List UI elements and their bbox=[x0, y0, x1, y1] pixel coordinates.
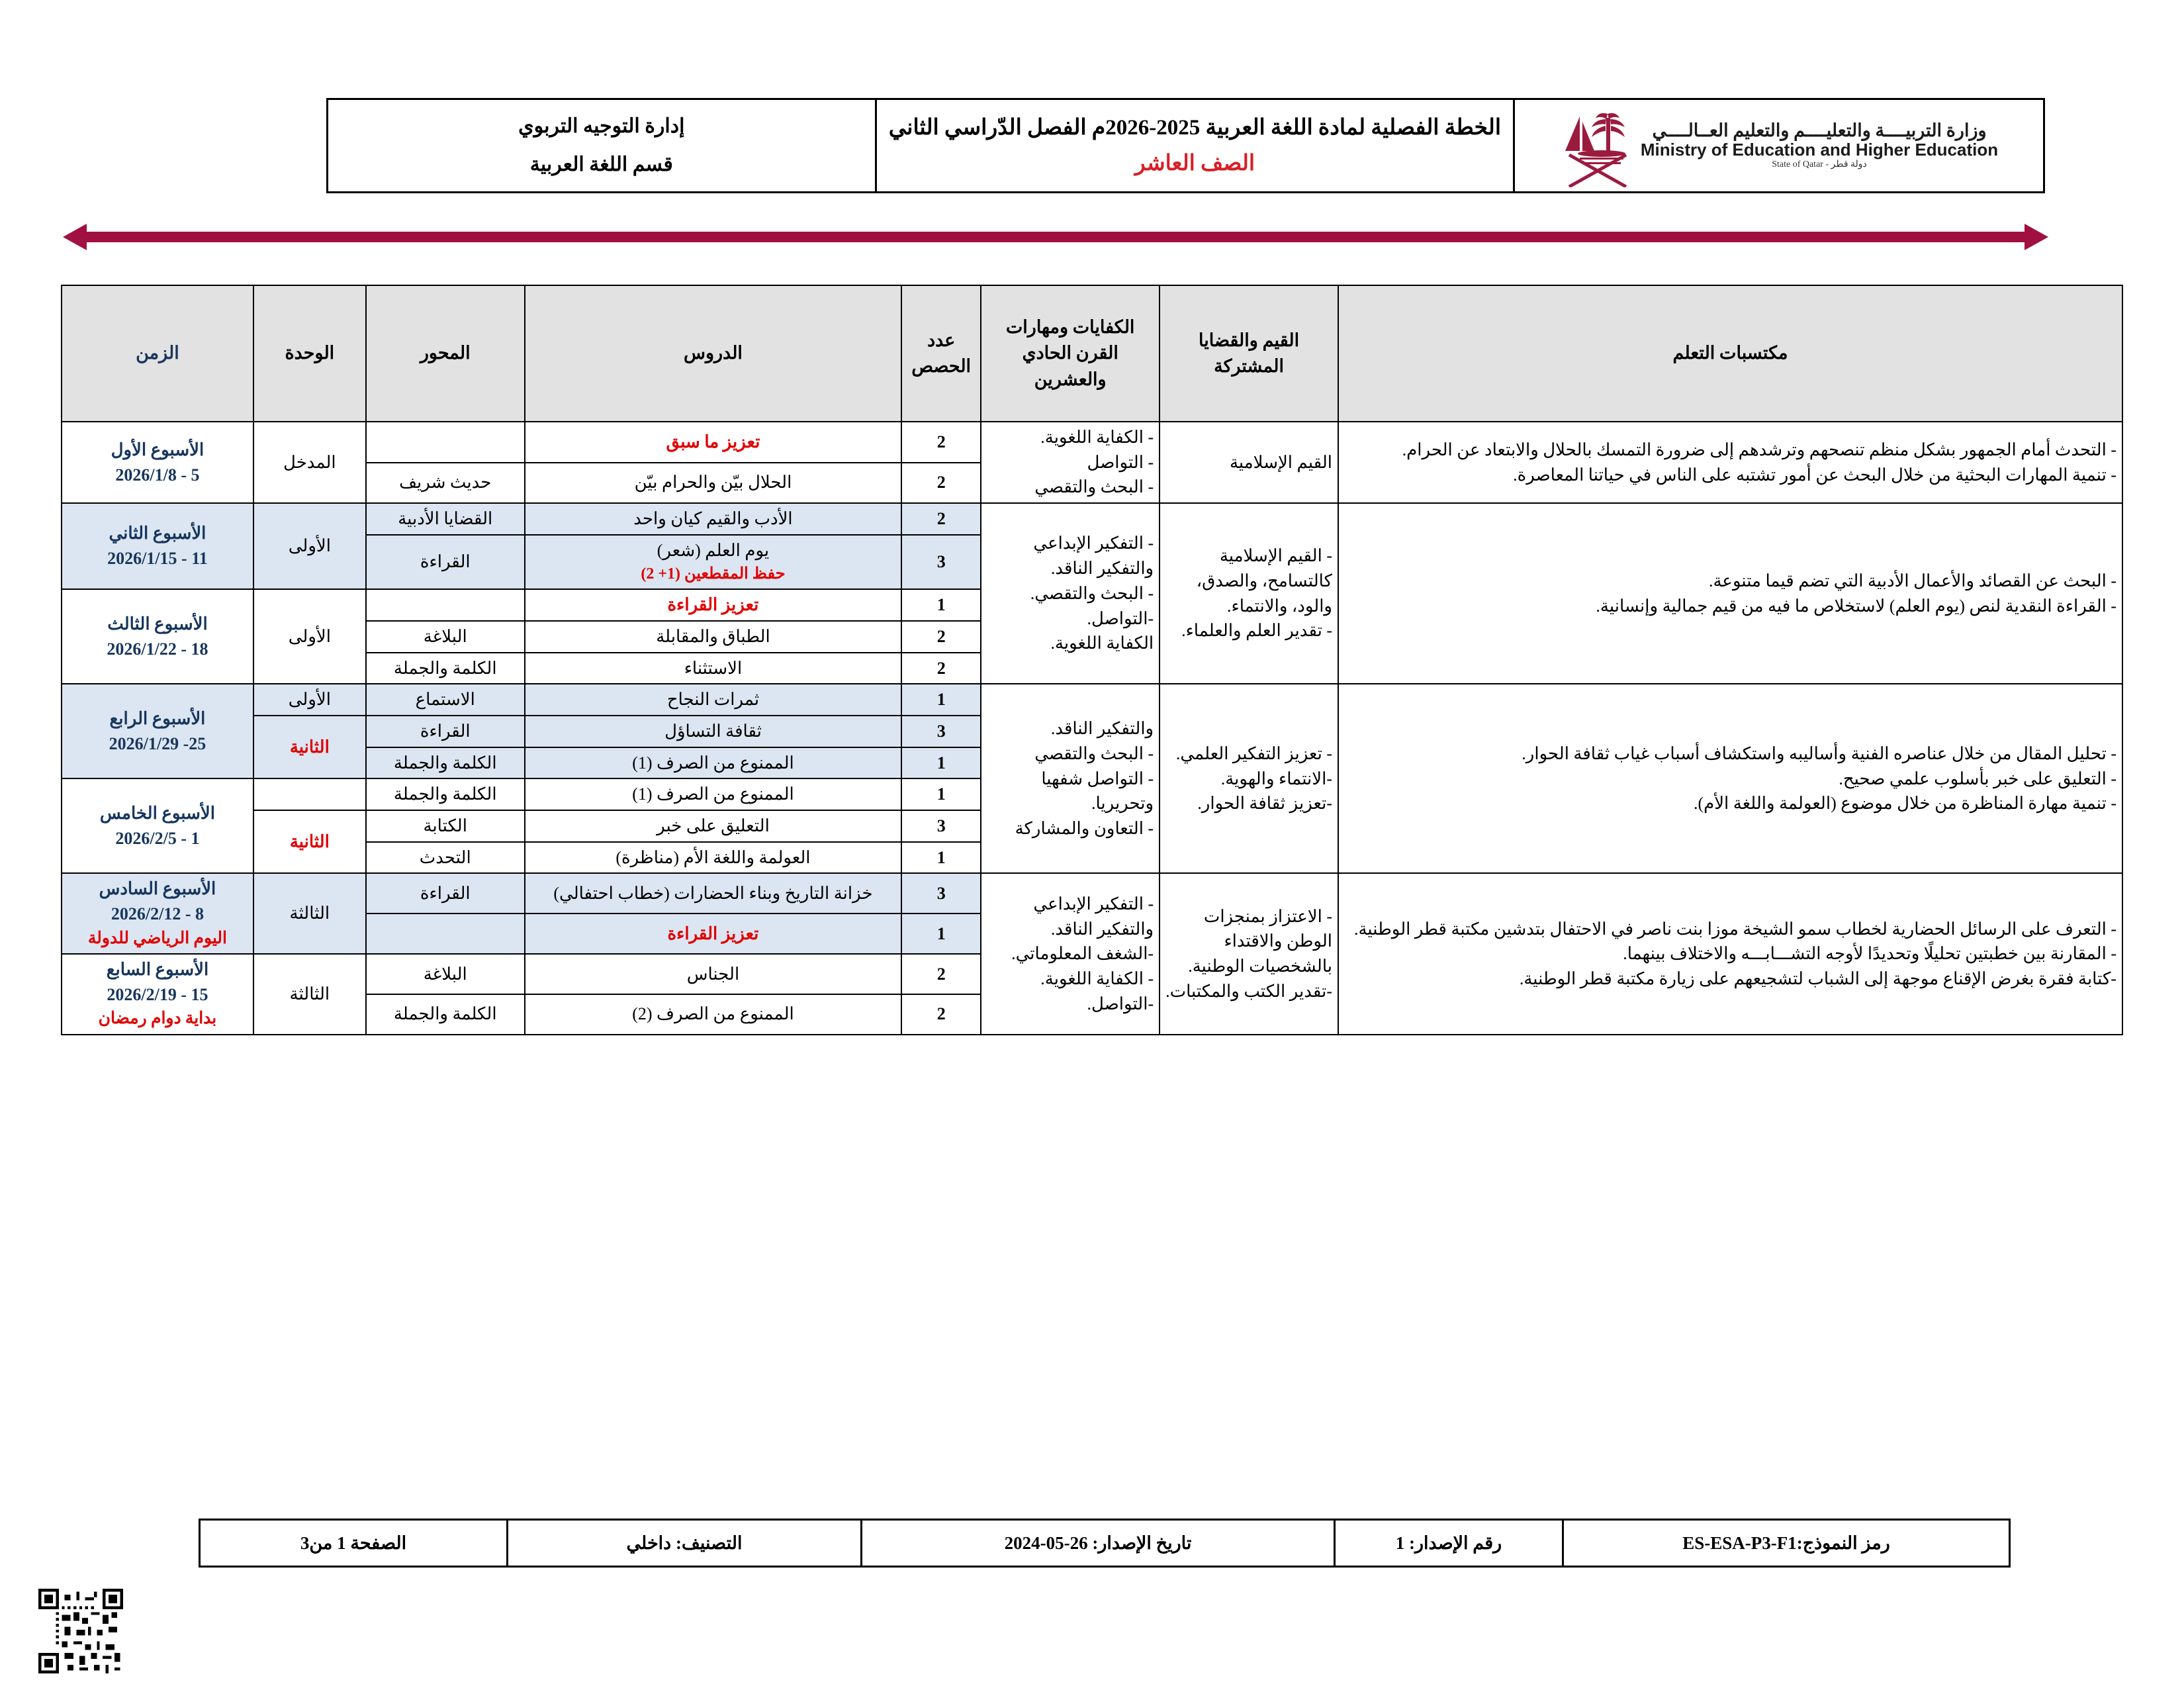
qatar-emblem-icon bbox=[1560, 105, 1634, 187]
cell-lesson: الأدب والقيم كيان واحد bbox=[525, 503, 902, 535]
cell-skills: والتفكير الناقد. - البحث والتقصي - التواصل شفهيا وتحريريا. - التعاون والمشاركة bbox=[981, 684, 1160, 873]
decorative-arrow-bar bbox=[63, 224, 2048, 250]
cell-unit: الثانية bbox=[253, 810, 366, 873]
cell-outcome: - التعرف على الرسائل الحضارية لخطاب سمو الشيخة موزا بنت ناصر في الاحتفال بتدشين مكتبة قطر الوطنية. - المقارنة بين خطبتين تحليلًا وتحديدًا لأوجه التشـــابـــه والاختلاف بينهما. -كتابة فقرة بغرض الإقناع موجهة إلى الشباب لتشجيعهم على زيارة مكتبة قطر الوطنية. bbox=[1338, 873, 2122, 1034]
cell-axis bbox=[366, 914, 525, 954]
week-dates: 15 - 2026/2/19 bbox=[107, 984, 208, 1004]
cell-unit bbox=[253, 778, 366, 810]
table-row bbox=[62, 684, 2122, 716]
cell-axis: البلاغة bbox=[366, 621, 525, 653]
logo-state-subtitle: دولة قطر - State of Qatar bbox=[1772, 160, 1867, 169]
cell-count: 2 bbox=[901, 422, 981, 463]
week-name: الأسبوع الثاني bbox=[109, 524, 206, 543]
cell-lesson: الجناس bbox=[525, 954, 902, 994]
cell-axis: القراءة bbox=[366, 535, 525, 589]
lesson-main: يوم العلم (شعر) bbox=[657, 540, 770, 560]
cell-lesson: الممنوع من الصرف (1) bbox=[525, 778, 902, 810]
table-row bbox=[62, 422, 2122, 463]
department-cell bbox=[327, 99, 876, 193]
week-name: الأسبوع السادس bbox=[99, 879, 216, 899]
footer-issue-number: رقم الإصدار: 1 bbox=[1335, 1520, 1563, 1567]
page-title: الخطة الفصلية لمادة اللغة العربية 2025-2026م الفصل الدّراسي الثاني bbox=[888, 115, 1501, 140]
cell-lesson: الحلال بيّن والحرام بيّن bbox=[525, 463, 902, 504]
cell-axis: القراءة bbox=[366, 873, 525, 914]
cell-axis: الكتابة bbox=[366, 810, 525, 842]
cell-lesson: تعزيز القراءة bbox=[525, 914, 902, 954]
cell-count: 1 bbox=[901, 778, 981, 810]
cell-lesson: الطباق والمقابلة bbox=[525, 621, 902, 653]
cell-count: 1 bbox=[901, 589, 981, 621]
cell-skills: - التفكير الإبداعي والتفكير الناقد. - البحث والتقصي. -التواصل. الكفاية اللغوية. bbox=[981, 503, 1160, 684]
cell-skills: - التفكير الإبداعي والتفكير الناقد. -الشغف المعلوماتي. - الكفاية اللغوية. -التواصل. bbox=[981, 873, 1160, 1034]
cell-count: 2 bbox=[901, 653, 981, 684]
cell-lesson bbox=[525, 535, 902, 589]
cell-week bbox=[62, 873, 253, 954]
week-name: الأسبوع الرابع bbox=[109, 709, 206, 729]
cell-axis: الكلمة والجملة bbox=[366, 778, 525, 810]
cell-axis bbox=[366, 589, 525, 621]
week-name: الأسبوع الخامس bbox=[99, 804, 215, 823]
cell-unit: الثالثة bbox=[253, 954, 366, 1035]
cell-values: القيم الإسلامية bbox=[1160, 422, 1338, 503]
cell-axis: الكلمة والجملة bbox=[366, 994, 525, 1035]
cell-axis: البلاغة bbox=[366, 954, 525, 994]
col-header-count: عدد الحصص bbox=[901, 285, 981, 422]
cell-axis bbox=[366, 422, 525, 463]
col-header-outcome: مكتسبات التعلم bbox=[1338, 285, 2122, 422]
cell-week bbox=[62, 589, 253, 684]
cell-axis: الاستماع bbox=[366, 684, 525, 716]
footer-page-number: الصفحة 1 من3 bbox=[200, 1520, 508, 1567]
cell-week bbox=[62, 778, 253, 873]
cell-count: 2 bbox=[901, 463, 981, 504]
col-header-values: القيم والقضايا المشتركة bbox=[1160, 285, 1338, 422]
week-dates: 11 - 2026/1/15 bbox=[107, 549, 208, 569]
cell-count: 3 bbox=[901, 535, 981, 589]
col-header-axis: المحور bbox=[366, 285, 525, 422]
lesson-sub-note: حفظ المقطعين (1+ 2) bbox=[641, 565, 786, 583]
cell-week bbox=[62, 422, 253, 503]
cell-count: 2 bbox=[901, 621, 981, 653]
cell-axis: الكلمة والجملة bbox=[366, 653, 525, 684]
week-dates: 25- 2026/1/29 bbox=[109, 733, 206, 753]
week-dates: 1 - 2026/2/5 bbox=[115, 828, 200, 848]
header-title-cell bbox=[876, 99, 1514, 193]
footer-classification: التصنيف: داخلي bbox=[508, 1520, 862, 1567]
cell-outcome: - التحدث أمام الجمهور بشكل منظم تنصحهم وترشدهم إلى ضرورة التمسك بالحلال والابتعاد عن الحرام. - تنمية المهارات البحثية من خلال البحث عن أمور تشتبه على الناس في حياتنا المعاصرة. bbox=[1338, 422, 2122, 503]
cell-axis: القضايا الأدبية bbox=[366, 503, 525, 535]
cell-values: - تعزيز التفكير العلمي. -الانتماء والهوية. -تعزيز ثقافة الحوار. bbox=[1160, 684, 1338, 873]
cell-count: 1 bbox=[901, 842, 981, 874]
week-dates: 18 - 2026/1/22 bbox=[107, 639, 208, 659]
cell-lesson: الممنوع من الصرف (1) bbox=[525, 747, 902, 779]
footer-form-code: رمز النموذج:ES-ESA-P3-F1 bbox=[1563, 1520, 2010, 1567]
cell-count: 3 bbox=[901, 810, 981, 842]
week-note: بداية دوام رمضان bbox=[98, 1009, 217, 1028]
cell-count: 3 bbox=[901, 716, 981, 747]
week-name: الأسبوع الثالث bbox=[107, 614, 208, 634]
col-header-lesson: الدروس bbox=[525, 285, 902, 422]
table-row bbox=[62, 503, 2122, 535]
logo-arabic-name: وزارة التربيــــة والتعليــــم والتعليم العــالــــي bbox=[1652, 120, 1987, 140]
cell-outcome: - البحث عن القصائد والأعمال الأدبية التي تضم قيما متنوعة. - القراءة النقدية لنص (يوم العلم) لاستخلاص ما فيه من قيم جمالية وإنسانية. bbox=[1338, 503, 2122, 684]
cell-count: 1 bbox=[901, 914, 981, 954]
cell-lesson: ثقافة التساؤل bbox=[525, 716, 902, 747]
cell-axis: حديث شريف bbox=[366, 463, 525, 504]
cell-lesson: تعزيز ما سبق bbox=[525, 422, 902, 463]
cell-unit: الأولى bbox=[253, 684, 366, 716]
week-dates: 8 - 2026/2/12 bbox=[111, 904, 204, 924]
cell-lesson: خزانة التاريخ وبناء الحضارات (خطاب احتفالي) bbox=[525, 873, 902, 914]
logo-english-name: Ministry of Education and Higher Education bbox=[1640, 140, 1999, 160]
cell-count: 1 bbox=[901, 747, 981, 779]
cell-axis: الكلمة والجملة bbox=[366, 747, 525, 779]
cell-count: 2 bbox=[901, 503, 981, 535]
col-header-time: الزمن bbox=[62, 285, 253, 422]
cell-count: 2 bbox=[901, 994, 981, 1035]
qr-code-icon bbox=[38, 1589, 123, 1673]
week-name: الأسبوع السابع bbox=[106, 960, 209, 980]
cell-lesson: تعزيز القراءة bbox=[525, 589, 902, 621]
document-footer bbox=[199, 1519, 2011, 1568]
cell-axis: التحدث bbox=[366, 842, 525, 874]
cell-unit: الثالثة bbox=[253, 873, 366, 954]
cell-count: 1 bbox=[901, 684, 981, 716]
cell-lesson: الاستثناء bbox=[525, 653, 902, 684]
cell-count: 2 bbox=[901, 954, 981, 994]
cell-unit: الثانية bbox=[253, 716, 366, 778]
cell-unit: الأولى bbox=[253, 589, 366, 684]
cell-unit: المدخل bbox=[253, 422, 366, 503]
col-header-skills: الكفايات ومهارات القرن الحادي والعشرين bbox=[981, 285, 1160, 422]
table-row bbox=[62, 873, 2122, 914]
cell-count: 3 bbox=[901, 873, 981, 914]
document-header bbox=[326, 98, 2045, 193]
cell-outcome: - تحليل المقال من خلال عناصره الفنية وأساليبه واستكشاف أسباب غياب ثقافة الحوار. - التعليق على خبر بأسلوب علمي صحيح. - تنمية مهارة المناظرة من خلال موضوع (العولمة واللغة الأم). bbox=[1338, 684, 2122, 873]
cell-axis: القراءة bbox=[366, 716, 525, 747]
grade-label: الصف العاشر bbox=[1134, 152, 1255, 175]
semester-plan-table bbox=[61, 285, 2123, 1035]
cell-week bbox=[62, 503, 253, 589]
department-name: إدارة التوجيه التربوي bbox=[518, 115, 685, 137]
cell-lesson: الممنوع من الصرف (2) bbox=[525, 994, 902, 1035]
week-note: اليوم الرياضي للدولة bbox=[87, 929, 227, 947]
cell-values: - الاعتزاز بمنجزات الوطن والاقتداء بالشخصيات الوطنية. -تقدير الكتب والمكتبات. bbox=[1160, 873, 1338, 1034]
cell-week bbox=[62, 954, 253, 1035]
cell-lesson: ثمرات النجاح bbox=[525, 684, 902, 716]
week-name: الأسبوع الأول bbox=[111, 440, 205, 459]
col-header-unit: الوحدة bbox=[253, 285, 366, 422]
week-dates: 5 - 2026/1/8 bbox=[115, 465, 200, 485]
table-header-row bbox=[62, 285, 2122, 422]
ministry-logo-cell bbox=[1514, 99, 2044, 193]
cell-skills: - الكفاية اللغوية. - التواصل - البحث والتقصي bbox=[981, 422, 1160, 503]
cell-lesson: التعليق على خبر bbox=[525, 810, 902, 842]
section-name: قسم اللغة العربية bbox=[529, 154, 673, 175]
cell-values: - القيم الإسلامية كالتسامح، والصدق، والود، والانتماء. - تقدير العلم والعلماء. bbox=[1160, 503, 1338, 684]
cell-unit: الأولى bbox=[253, 503, 366, 589]
cell-lesson: العولمة واللغة الأم (مناظرة) bbox=[525, 842, 902, 874]
footer-issue-date: تاريخ الإصدار: 26-05-2024 bbox=[862, 1520, 1335, 1567]
cell-week bbox=[62, 684, 253, 778]
